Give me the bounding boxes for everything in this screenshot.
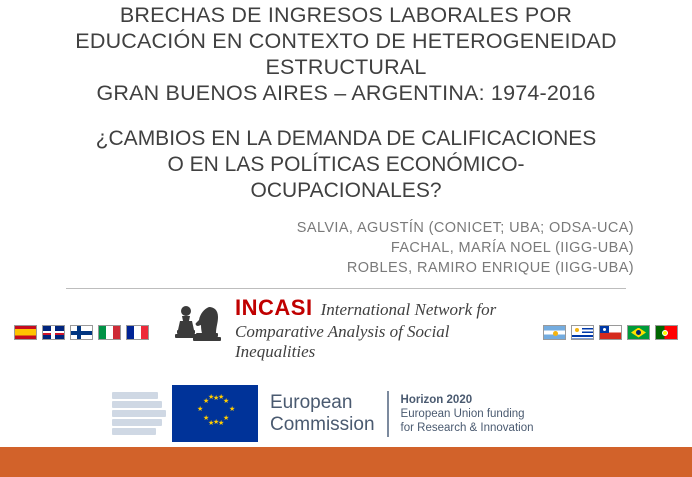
incasi-name: INCASI bbox=[235, 295, 313, 320]
horizon-line-1: European Union funding bbox=[400, 407, 525, 420]
bottom-accent-bar bbox=[0, 447, 692, 477]
eu-flag-icon: ★ ★ ★ ★ ★ ★ ★ ★ ★ ★ ★ ★ bbox=[172, 385, 258, 442]
ec-vertical-divider bbox=[387, 391, 389, 437]
ec-name bbox=[270, 392, 375, 436]
flag-chile-icon bbox=[599, 325, 622, 340]
chess-knight-pawn-icon bbox=[173, 299, 227, 359]
flag-brazil-icon bbox=[627, 325, 650, 340]
incasi-logo-block bbox=[173, 295, 519, 362]
page-title bbox=[0, 0, 692, 106]
horizon-2020-block bbox=[401, 393, 534, 435]
flag-spain-icon bbox=[14, 325, 37, 340]
ec-name-line-1: European bbox=[270, 391, 353, 413]
subtitle-line-3: OCUPACIONALES? bbox=[250, 179, 442, 202]
page-subtitle bbox=[0, 126, 692, 204]
title-line-4: GRAN BUENOS AIRES – ARGENTINA: 1974-2016 bbox=[96, 81, 596, 105]
flag-italy-icon bbox=[98, 325, 121, 340]
incasi-tagline-line-1: International Network for bbox=[320, 300, 497, 319]
horizon-line-2: for Research & Innovation bbox=[400, 421, 534, 434]
flag-united-kingdom-icon bbox=[42, 325, 65, 340]
subtitle-line-1: ¿CAMBIOS EN LA DEMANDA DE CALIFICACIONES bbox=[95, 127, 597, 150]
logos-row bbox=[0, 295, 692, 361]
flag-argentina-icon bbox=[543, 325, 566, 340]
ec-decorative-bars bbox=[112, 390, 168, 438]
european-commission-logo-block bbox=[112, 385, 534, 442]
title-line-1: BRECHAS DE INGRESOS LABORALES POR bbox=[119, 3, 573, 27]
flag-uruguay-icon bbox=[571, 325, 594, 340]
horizontal-divider bbox=[66, 288, 626, 289]
incasi-tagline-line-2: Comparative Analysis of Social Inequalities bbox=[235, 322, 450, 361]
author-line-3: ROBLES, RAMIRO ENRIQUE (IIGG-UBA) bbox=[346, 260, 634, 276]
title-line-2: EDUCACIÓN EN CONTEXTO DE HETEROGENEIDAD bbox=[75, 29, 617, 53]
ec-name-line-2: Commission bbox=[270, 413, 375, 435]
title-line-3: ESTRUCTURAL bbox=[265, 55, 427, 79]
flags-left-group bbox=[14, 325, 149, 340]
incasi-text-block bbox=[235, 295, 519, 362]
author-line-2: FACHAL, MARÍA NOEL (IIGG-UBA) bbox=[390, 240, 634, 256]
flags-right-group bbox=[543, 325, 678, 340]
flag-france-icon bbox=[126, 325, 149, 340]
horizon-title: Horizon 2020 bbox=[400, 393, 473, 406]
flag-finland-icon bbox=[70, 325, 93, 340]
author-line-1: SALVIA, AGUSTÍN (CONICET; UBA; ODSA-UCA) bbox=[296, 220, 634, 236]
authors-list bbox=[0, 218, 692, 278]
flag-portugal-icon bbox=[655, 325, 678, 340]
subtitle-line-2: O EN LAS POLÍTICAS ECONÓMICO- bbox=[167, 153, 525, 176]
